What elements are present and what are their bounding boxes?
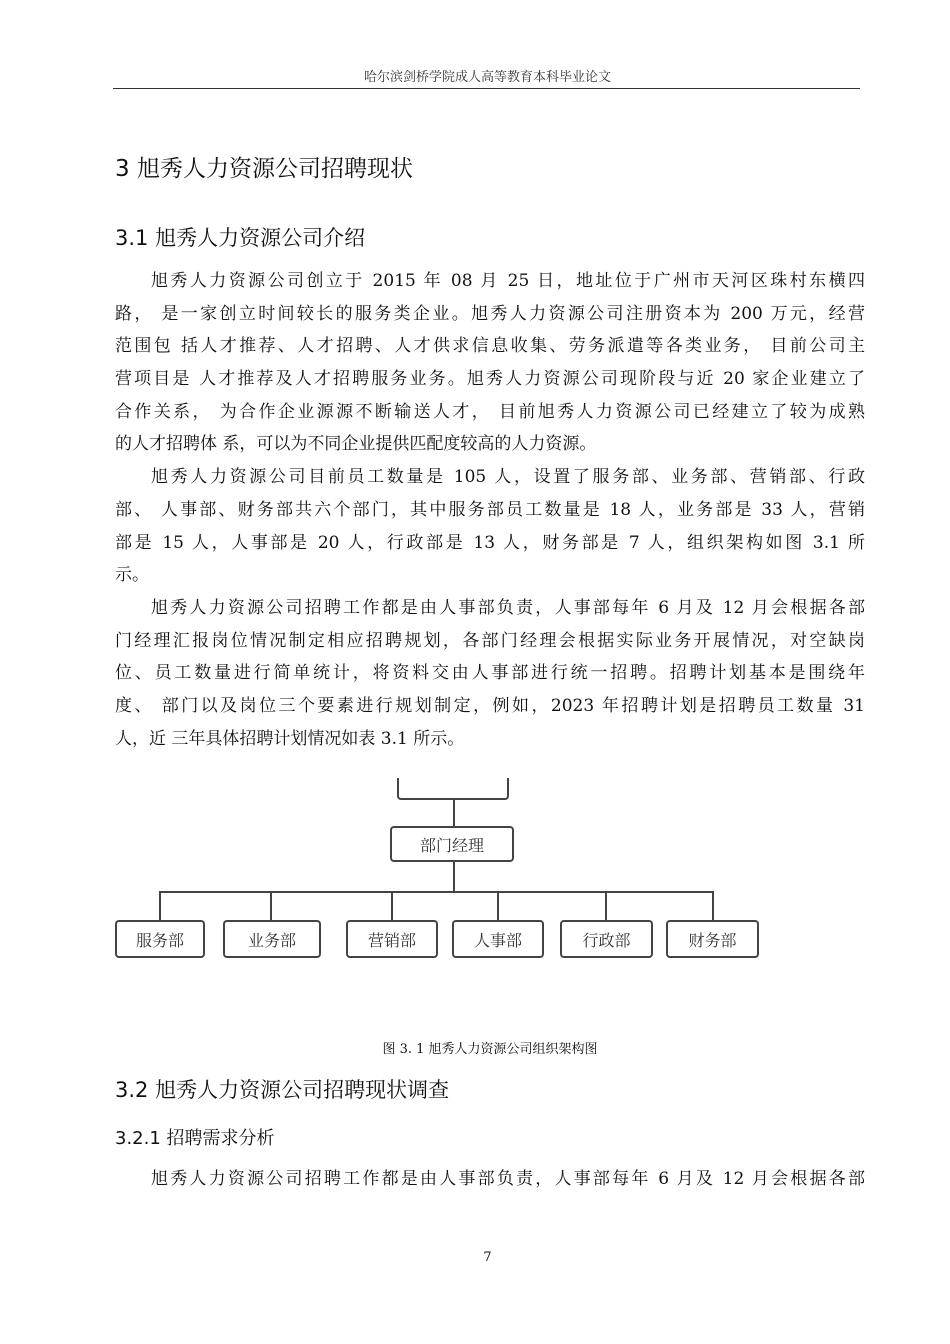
text-line: 门经理汇报岗位情况制定相应招聘规划，各部门经理会根据实际业务开展情况，对空缺岗 [115,630,865,651]
text-line: 营项目是 人才推荐及人才招聘服务业务。旭秀人力资源公司现阶段与近 20 家企业建立了 [115,369,865,390]
org-box-department: 业务部 [223,920,321,958]
page-number: 7 [483,1250,492,1265]
text-line: 部、 人事部、财务部共六个部门，其中服务部员工数量是 18 人，业务部是 33 人，营销 [115,499,865,520]
subsection-heading-3-2-1: 3.2.1 招聘需求分析 [115,1128,275,1149]
text-line: 度、 部门以及岗位三个要素进行规划制定，例如，2023 年招聘计划是招聘员工数量 31 [115,695,865,716]
text-line: 示。 [115,565,149,586]
text-line: 旭秀人力资源公司创立于 2015 年 08 月 25 日，地址位于广州市天河区珠村东横四 [151,271,865,291]
connector-line [497,891,499,921]
connector-line [159,891,161,921]
text-line: 旭秀人力资源公司招聘工作都是由人事部负责，人事部每年 6 月及 12 月会根据各部 [151,597,865,618]
paragraph-intro [115,265,865,755]
text-line: 人，近 三年具体招聘计划情况如表 3.1 所示。 [115,728,465,749]
text-line: 路， 是一家创立时间较长的服务类企业。旭秀人力资源公司注册资本为 200 万元，经营 [115,303,865,324]
org-box-department: 服务部 [115,920,205,958]
connector-line [453,800,455,826]
figure-caption: 图 3. 1 旭秀人力资源公司组织架构图 [382,1042,598,1057]
connector-line [159,891,714,893]
org-box-manager: 部门经理 [390,826,514,862]
org-box-department: 人事部 [452,920,544,958]
text-line: 部是 15 人，人事部是 20 人，行政部是 13 人，财务部是 7 人，组织架构如图 3.1 所 [115,532,865,553]
text-line: 位、员工数量进行简单统计，将资料交由人事部进行统一招聘。招聘计划基本是围绕年 [115,663,865,684]
text-line: 范围包 括人才推荐、人才招聘、人才供求信息收集、劳务派遣等各类业务， 目前公司主 [115,336,865,357]
paragraph-demand [115,1163,865,1196]
text-line: 合作关系， 为合作企业源源不断输送人才， 目前旭秀人力资源公司已经建立了较为成熟 [115,401,865,422]
org-top-box [397,778,509,800]
connector-line [391,891,393,921]
connector-line [605,891,607,921]
header-rule [113,88,860,89]
org-box-department: 财务部 [666,920,759,958]
chapter-title: 3 旭秀人力资源公司招聘现状 [115,156,413,182]
org-box-department: 行政部 [560,920,653,958]
org-box-department: 营销部 [346,920,438,958]
section-heading-3-1: 3.1 旭秀人力资源公司介绍 [115,226,366,250]
text-line: 旭秀人力资源公司招聘工作都是由人事部负责，人事部每年 6 月及 12 月会根据各部 [151,1169,865,1189]
connector-line [270,891,272,921]
connector-line [453,862,455,892]
connector-line [712,891,714,921]
section-heading-3-2: 3.2 旭秀人力资源公司招聘现状调查 [115,1078,450,1102]
running-header: 哈尔滨剑桥学院成人高等教育本科毕业论文 [363,70,611,85]
text-line: 的人才招聘体 系，可以为不同企业提供匹配度较高的人力资源。 [115,434,597,455]
text-line: 旭秀人力资源公司目前员工数量是 105 人，设置了服务部、业务部、营销部、行政 [151,467,865,488]
